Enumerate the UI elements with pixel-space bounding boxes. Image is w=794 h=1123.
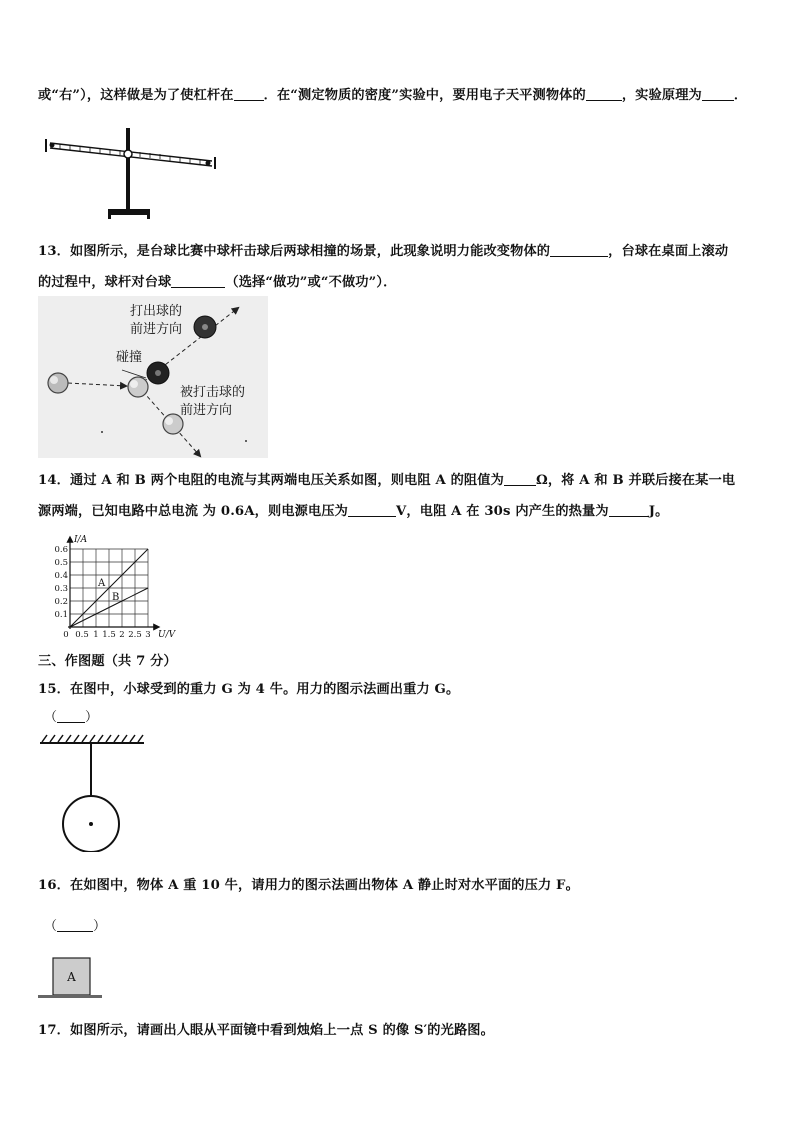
- q16-answer-paren: [44, 915, 106, 934]
- q12-text-a: 或“右”），这样做是为了使杠杆在: [38, 88, 234, 103]
- q13-text-b: ，台球在桌面上滚动: [608, 244, 729, 259]
- q13-blank-1[interactable]: [550, 244, 608, 257]
- y-tick-0.4: 0.4: [54, 571, 68, 581]
- q16-paren-open: （: [44, 919, 58, 934]
- q13-line2: [38, 271, 396, 290]
- q14-text-b: Ω，将 A 和 B 并联后接在某一电: [535, 473, 736, 488]
- cue-ball-after: [194, 316, 216, 338]
- series-b-label: B: [112, 592, 120, 603]
- q14-blank-1[interactable]: [504, 473, 536, 486]
- label-struck-direction-2: 前进方向: [180, 403, 233, 418]
- q14-text-d: V，电阻 A 在 30s 内产生的热量为: [396, 504, 609, 519]
- q13-text-a: 13．如图所示，是台球比赛中球杆击球后两球相撞的场景，此现象说明力能改变物体的: [38, 244, 551, 259]
- cue-ball-start: [48, 373, 68, 393]
- label-struck-direction-1: 被打击球的: [180, 385, 246, 400]
- cue-ball-collide: [128, 377, 148, 397]
- lever-figure: [40, 125, 220, 221]
- label-hit-direction-2: 前进方向: [130, 322, 183, 337]
- q12-blank-1[interactable]: [234, 88, 264, 101]
- q12-text-c: ，实验原理为: [621, 88, 702, 103]
- ball-center: [89, 822, 93, 826]
- horizontal-surface: [38, 995, 102, 998]
- q14-text-a: 14．通过 A 和 B 两个电阻的电流与其两端电压关系如图，则电阻 A 的阻值为: [38, 473, 504, 488]
- billiard-figure: [38, 296, 268, 458]
- label-struck-direction: [180, 384, 245, 420]
- q14-blank-2[interactable]: [348, 504, 396, 517]
- x-tick-0.5: 0.5: [75, 630, 89, 639]
- y-tick-0.1: 0.1: [54, 610, 68, 620]
- x-axis-label: U/V: [158, 630, 176, 639]
- y-tick-0.5: 0.5: [54, 558, 68, 568]
- target-ball-collide: [147, 362, 169, 384]
- label-hit-direction-1: 打出球的: [130, 304, 183, 319]
- q14-line2: [38, 500, 668, 519]
- q14-blank-3[interactable]: [609, 504, 649, 517]
- lever-stand: [108, 128, 150, 219]
- q14-text-e: J。: [648, 504, 669, 519]
- q15-paren-close: ）: [85, 710, 99, 725]
- q12-blank-2[interactable]: [586, 88, 622, 101]
- iu-graph: [48, 533, 188, 639]
- q12-blank-3[interactable]: [702, 88, 734, 101]
- q16-paren-close: ）: [93, 919, 107, 934]
- y-axis-label: I/A: [74, 535, 88, 545]
- label-collide: 碰撞: [116, 350, 143, 365]
- y-tick-0.6: 0.6: [54, 545, 68, 555]
- q16-text: [38, 874, 579, 893]
- q13-text-d: （选择“做功”或“不做功”）．: [225, 275, 397, 290]
- q12-text-end: ．: [733, 88, 748, 103]
- q15-answer-paren: [44, 706, 98, 725]
- q17-text: 17．如图所示，请画出人眼从平面镜中看到烛焰上一点 S 的像 S′的光路图。: [38, 1023, 494, 1038]
- x-tick-1: 1: [93, 630, 99, 639]
- q12-line1: [38, 84, 747, 103]
- block-a-label: A: [67, 970, 76, 984]
- q14-text-c: 源两端，已知电路中总电流 为 0.6A，则电源电压为: [38, 504, 349, 519]
- x-tick-2.5: 2.5: [128, 630, 142, 639]
- y-tick-0.3: 0.3: [54, 584, 68, 594]
- q14-line1: [38, 469, 735, 488]
- q16-answer-blank[interactable]: [57, 919, 93, 932]
- q13-blank-2[interactable]: [171, 275, 225, 288]
- x-tick-1.5: 1.5: [102, 630, 116, 639]
- block-figure: [38, 956, 104, 1002]
- x-tick-2: 2: [119, 630, 125, 639]
- q15-text: 15．在图中，小球受到的重力 G 为 4 牛。用力的图示法画出重力 G。: [38, 682, 460, 697]
- ceiling-hatch: [40, 735, 144, 743]
- q15-answer-blank[interactable]: [57, 710, 85, 723]
- series-a-label: A: [98, 578, 106, 589]
- q16-text-content: 16．在如图中，物体 A 重 10 牛，请用力的图示法画出物体 A 静止时对水平面的压力 F。: [38, 878, 579, 893]
- q15-paren-open: （: [44, 710, 58, 725]
- y-tick-0.2: 0.2: [54, 597, 68, 607]
- x-tick-0: 0: [63, 630, 69, 639]
- pendulum-figure: [38, 732, 148, 852]
- section-3-title: 三、作图题（共 7 分）: [38, 654, 177, 669]
- x-tick-3: 3: [145, 630, 151, 639]
- q12-text-b: ．在“测定物质的密度”实验中，要用电子天平测物体的: [263, 88, 586, 103]
- label-hit-direction: [130, 303, 182, 339]
- q13-line1: [38, 240, 728, 259]
- q13-text-c: 的过程中，球杆对台球: [38, 275, 172, 290]
